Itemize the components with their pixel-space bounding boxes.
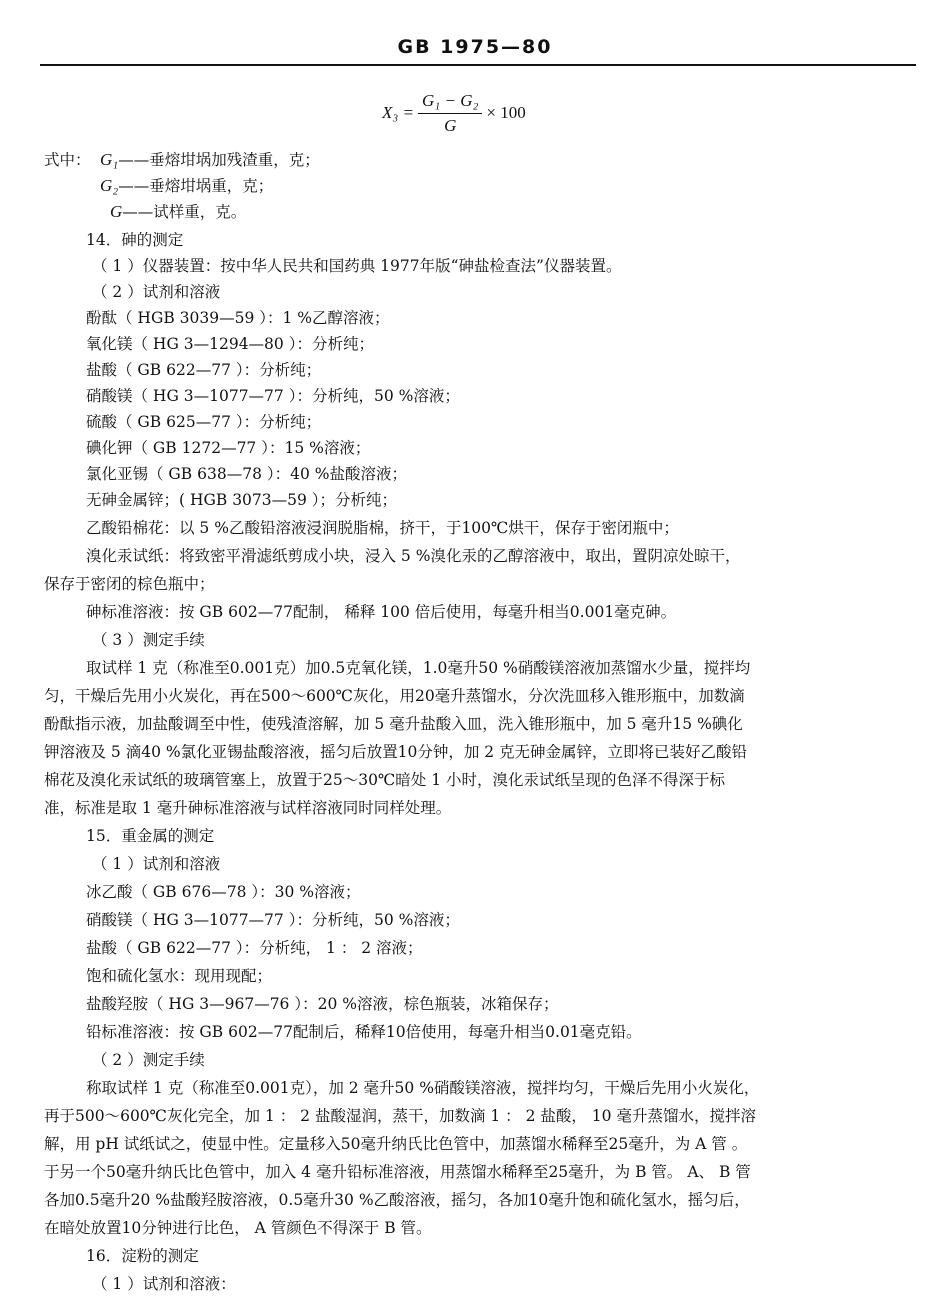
text-line: 溴化汞试纸：将致密平滑滤纸剪成小块，浸入 5 %溴化汞的乙醇溶液中，取出，置阴凉处晾干， <box>86 547 741 565</box>
formula-lhs: X₃ = <box>382 103 415 122</box>
definition-text: ——试样重，克。 <box>122 203 247 221</box>
text-line: 各加0.5毫升20 %盐酸羟胺溶液，0.5毫升30 %乙酸溶液，摇匀，各加10毫升饱和硫化氢水，摇匀后， <box>44 1191 750 1209</box>
text-line: 酚酞指示液，加盐酸调至中性，使残渣溶解，加 5 毫升盐酸入皿，洗入锥形瓶中，加 5 毫升15 %碘化 <box>44 715 743 733</box>
text-line: 盐酸羟胺（ HG 3—967—76 ）：20 %溶液，棕色瓶装，冰箱保存； <box>86 995 559 1013</box>
text-line: 砷标准溶液：按 GB 602—77配制， 稀释 100 倍后使用，每毫升相当0.001毫克砷。 <box>86 603 677 621</box>
text-line: 铅标准溶液：按 GB 602—77配制后，稀释10倍使用，每毫升相当0.01毫克铅。 <box>86 1023 642 1041</box>
definition-text: ——垂熔坩埚加残渣重，克； <box>118 151 320 169</box>
text-line: 饱和硫化氢水：现用现配； <box>86 967 273 985</box>
definition-var: G₁ <box>100 150 119 169</box>
definition-var: G <box>110 202 123 221</box>
standard-code-header: GB 1975—80 <box>397 36 553 58</box>
subheading: （ 1 ）试剂和溶液： <box>92 1275 236 1293</box>
text-line: 氯化亚锡（ GB 638—78 ）：40 %盐酸溶液； <box>86 465 407 483</box>
definition-line <box>100 176 273 196</box>
text-line: 氧化镁（ HG 3—1294—80 ）：分析纯； <box>86 335 374 353</box>
text-line: 盐酸（ GB 622—77 ）：分析纯， 1 ： 2 溶液； <box>86 939 423 957</box>
subheading: （ 2 ）测定手续 <box>92 1051 205 1069</box>
text-line: 硝酸镁（ HG 3—1077—77 ）：分析纯，50 %溶液； <box>86 911 460 929</box>
text-line: 盐酸（ GB 622—77 ）：分析纯； <box>86 361 322 379</box>
text-line: 保存于密闭的棕色瓶中； <box>44 575 215 593</box>
text-line: 解，用 pH 试纸试之，使显中性。定量移入50毫升纳氏比色管中，加蒸馏水稀释至25毫升，为 A 管 。 <box>44 1135 748 1153</box>
text-line: 酚酞（ HGB 3039—59 ）：1 %乙醇溶液； <box>86 309 390 327</box>
text-line: 乙酸铅棉花：以 5 %乙酸铅溶液浸润脱脂棉，挤干，于100℃烘干，保存于密闭瓶中； <box>86 519 679 537</box>
section-heading: 15．重金属的测定 <box>86 827 215 845</box>
formula-multiplier: × 100 <box>486 103 526 122</box>
formula-numerator: G₁ − G₂ <box>422 90 479 110</box>
text-line: 取试样 1 克（称准至0.001克）加0.5克氧化镁，1.0毫升50 %硝酸镁溶液加蒸馏水少量，搅拌均 <box>86 659 751 677</box>
definition-var: G₂ <box>100 176 119 195</box>
text-line: 棉花及溴化汞试纸的玻璃管塞上，放置于25～30℃暗处 1 小时，溴化汞试纸呈现的色泽不得深于标 <box>44 771 726 789</box>
subheading: （ 1 ）试剂和溶液 <box>92 855 221 873</box>
definition-line <box>100 150 320 170</box>
text-line: 准，标准是取 1 毫升砷标准溶液与试样溶液同时同样处理。 <box>44 799 452 817</box>
section-heading: 14．砷的测定 <box>86 231 184 249</box>
definition-text: ——垂熔坩埚重，克； <box>118 177 274 195</box>
text-line: 硫酸（ GB 625—77 ）：分析纯； <box>86 413 322 431</box>
header-rule <box>40 64 916 66</box>
text-line: 匀，干燥后先用小火炭化，再在500～600℃灰化，用20毫升蒸馏水，分次洗皿移入锥形瓶中，加数滴 <box>44 687 745 705</box>
text-line: 于另一个50毫升纳氏比色管中，加入 4 毫升铅标准溶液，用蒸馏水稀释至25毫升，为 B 管。 A、 B 管 <box>44 1163 751 1181</box>
subheading: （ 2 ）试剂和溶液 <box>92 283 221 301</box>
section-heading: 16．淀粉的测定 <box>86 1247 199 1265</box>
text-line: （ 1 ）仪器装置：按中华人民共和国药典 1977年版“砷盐检查法”仪器装置。 <box>92 257 622 275</box>
formula <box>382 88 526 138</box>
formula-fraction <box>418 91 482 136</box>
definition-line <box>110 202 246 222</box>
text-line: 无砷金属锌；( HGB 3073—59 ）；分析纯； <box>86 491 398 509</box>
text-line: 硝酸镁（ HG 3—1077—77 ）：分析纯，50 %溶液； <box>86 387 460 405</box>
text-line: 钾溶液及 5 滴40 %氯化亚锡盐酸溶液，摇匀后放置10分钟，加 2 克无砷金属锌，立即将已装好乙酸铅 <box>44 743 748 761</box>
formula-denominator: G <box>418 113 482 136</box>
subheading: （ 3 ）测定手续 <box>92 631 205 649</box>
definition-intro: 式中： <box>44 151 91 169</box>
text-line: 在暗处放置10分钟进行比色， A 管颜色不得深于 B 管。 <box>44 1219 432 1237</box>
text-line: 碘化钾（ GB 1272—77 ）：15 %溶液； <box>86 439 371 457</box>
text-line: 称取试样 1 克（称准至0.001克），加 2 毫升50 %硝酸镁溶液，搅拌均匀，干燥后先用小火炭化， <box>86 1079 760 1097</box>
text-line: 冰乙酸（ GB 676—78 ）：30 %溶液； <box>86 883 361 901</box>
text-line: 再于500～600℃灰化完全，加 1 ： 2 盐酸湿润，蒸干，加数滴 1 ： 2 盐酸， 10 毫升蒸馏水，搅拌溶 <box>44 1107 756 1125</box>
